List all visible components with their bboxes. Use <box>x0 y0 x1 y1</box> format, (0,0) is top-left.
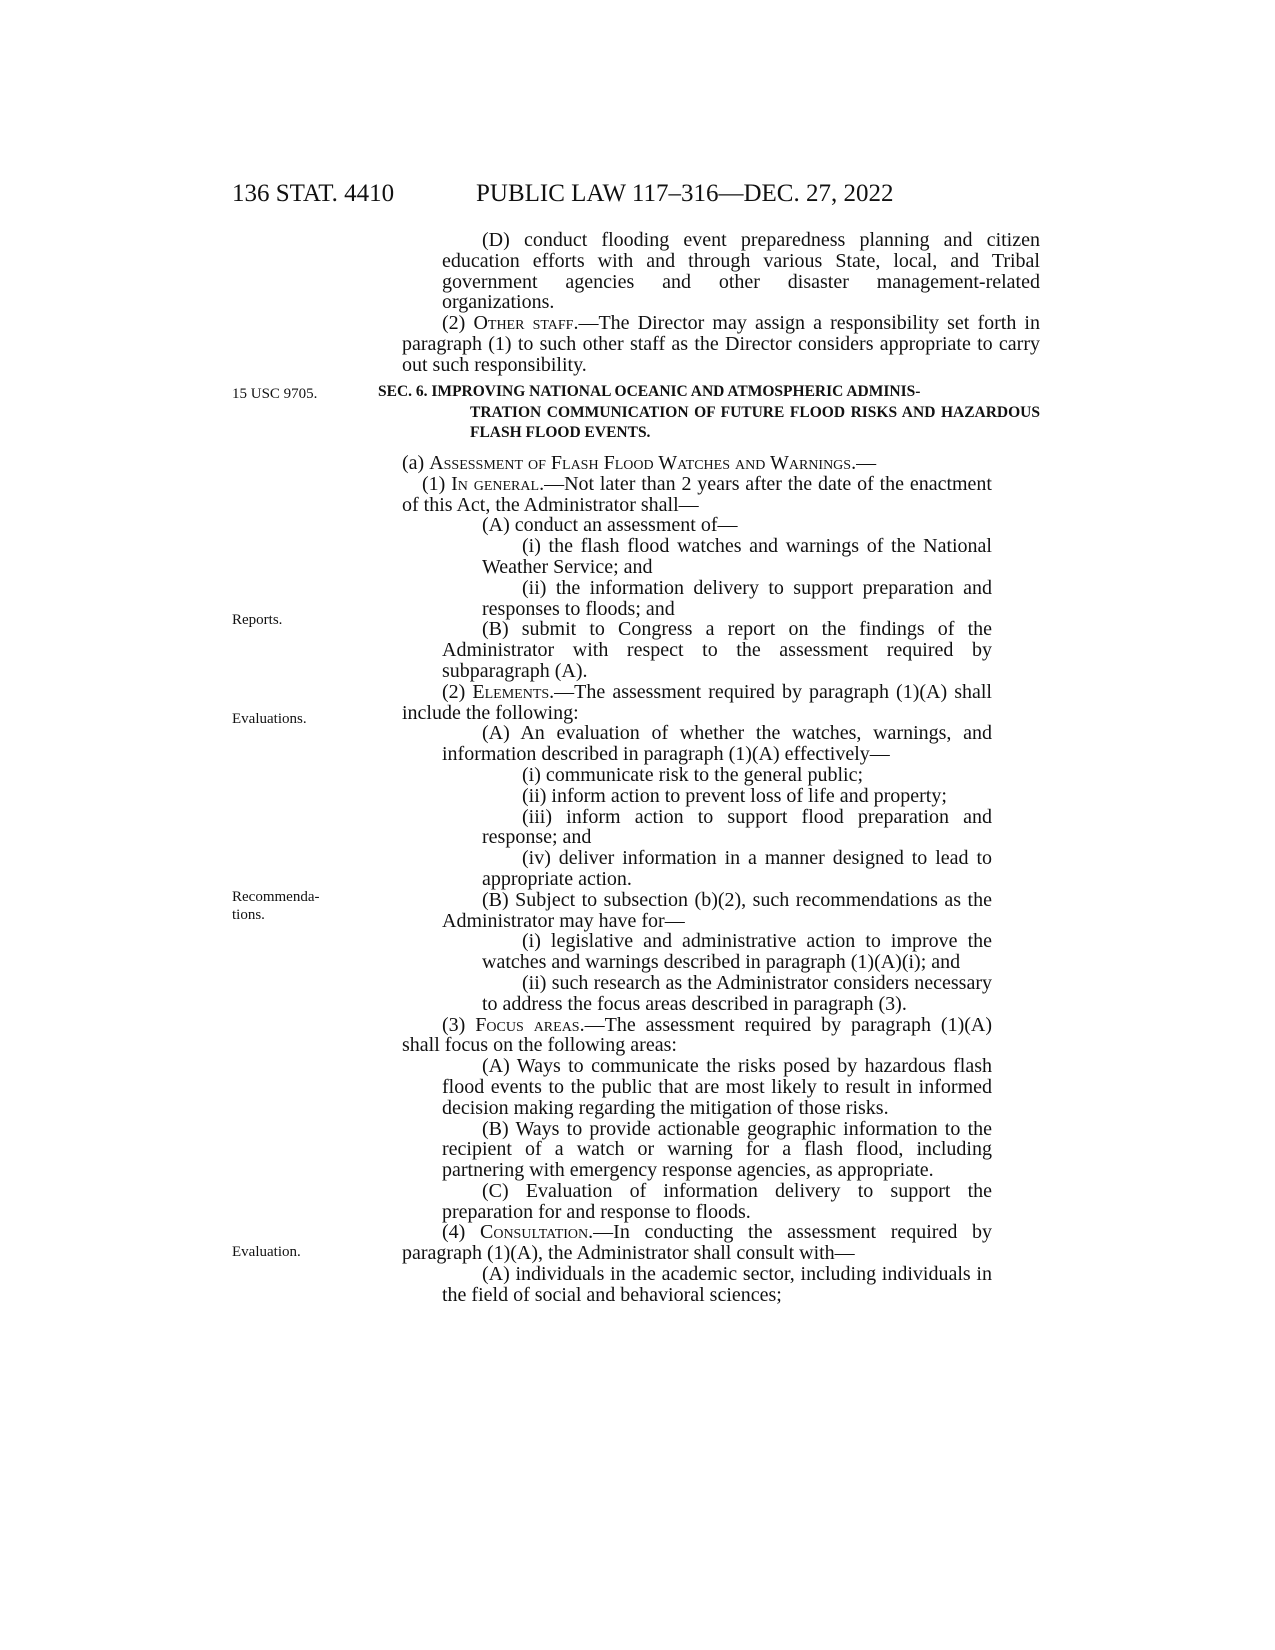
section-heading-line1: SEC. 6. IMPROVING NATIONAL OCEANIC AND ATMOSPHERIC ADMINIS- <box>378 383 921 400</box>
para-a-2-A-ii: (ii) inform action to prevent loss of life and property; <box>522 784 947 807</box>
para-a-2: (2) Elements.—The assessment required by paragraph (1)(A) shall include the following: <box>402 680 992 724</box>
para-a-4-A: (A) individuals in the academic sector, including individuals in the field of social and behavioral sciences; <box>442 1263 992 1306</box>
para-a-3-C: (C) Evaluation of information delivery to support the preparation for and response to floods. <box>442 1179 992 1223</box>
para-a-3-A: (A) Ways to communicate the risks posed by hazardous flash flood events to the public that are most likely to result in informed decision making regarding the mitigation of those risks. <box>442 1055 992 1119</box>
para-a-3-B: (B) Ways to provide actionable geographic information to the recipient of a watch or warning for a flash flood, including partnering with emergency response agencies, as appropriate. <box>442 1117 992 1182</box>
para-a-2-B-i: (i) legislative and administrative action to improve the watches and warnings described in paragraph (1)(A)(i); and <box>482 930 992 974</box>
para-2-other-staff: (2) Other staff.—The Director may assign a responsibility set forth in paragraph (1) to such other staff as the Director considers appropriate to carry out such responsibility. <box>402 312 1040 376</box>
para-a-1-A: (A) conduct an assessment of— <box>482 514 738 537</box>
margin-note-reports: Reports. <box>232 612 283 628</box>
stat-page-number: 136 STAT. 4410 <box>232 180 395 207</box>
para-a-1-A-ii: (ii) the information delivery to support preparation and responses to floods; and <box>482 576 992 620</box>
running-title: PUBLIC LAW 117–316—DEC. 27, 2022 <box>476 180 894 207</box>
para-a-4: (4) Consultation.—In conducting the assessment required by paragraph (1)(A), the Administrator shall consult with— <box>402 1221 992 1265</box>
para-a-2-A-i: (i) communicate risk to the general public; <box>522 763 863 786</box>
top-continuation <box>402 229 1040 376</box>
subsection-a-heading: (a) Assessment of Flash Flood Watches and Warnings.— <box>402 452 877 474</box>
margin-note-usc: 15 USC 9705. <box>232 386 318 402</box>
section-body <box>402 453 992 1306</box>
para-a-1: (1) In general.—Not later than 2 years after the date of the enactment of this Act, the Administrator shall— <box>402 472 992 516</box>
para-a-2-A-iii: (iii) inform action to support flood preparation and response; and <box>482 805 992 849</box>
para-a-2-B-ii: (ii) such research as the Administrator considers necessary to address the focus areas described in paragraph (3). <box>482 971 992 1015</box>
para-1-D: (D) conduct flooding event preparedness planning and citizen education efforts with and through various State, local, and Tribal government agencies and other disaster management-related organizations. <box>442 229 1040 314</box>
para-a-2-B: (B) Subject to subsection (b)(2), such recommendations as the Administrator may have for— <box>442 888 992 932</box>
para-a-2-A: (A) An evaluation of whether the watches, warnings, and information described in paragraph (1)(A) effectively— <box>442 722 992 766</box>
page-header <box>0 180 1275 220</box>
para-a-2-A-iv: (iv) deliver information in a manner designed to lead to appropriate action. <box>482 847 992 890</box>
section-heading-rest: TRATION COMMUNICATION OF FUTURE FLOOD RISKS AND HAZARDOUS FLASH FLOOD EVENTS. <box>470 403 1040 441</box>
margin-note-evaluations: Evaluations. <box>232 711 307 727</box>
margin-note-evaluation: Evaluation. <box>232 1244 301 1260</box>
para-a-3: (3) Focus areas.—The assessment required by paragraph (1)(A) shall focus on the following areas: <box>402 1013 993 1057</box>
para-a-1-A-i: (i) the flash flood watches and warnings of the National Weather Service; and <box>482 535 992 578</box>
section-heading <box>378 382 1040 444</box>
para-a-1-B: (B) submit to Congress a report on the findings of the Administrator with respect to the assessment required by subparagraph (A). <box>442 618 992 682</box>
margin-note-recommendations: Recommenda- tions. <box>232 889 320 923</box>
